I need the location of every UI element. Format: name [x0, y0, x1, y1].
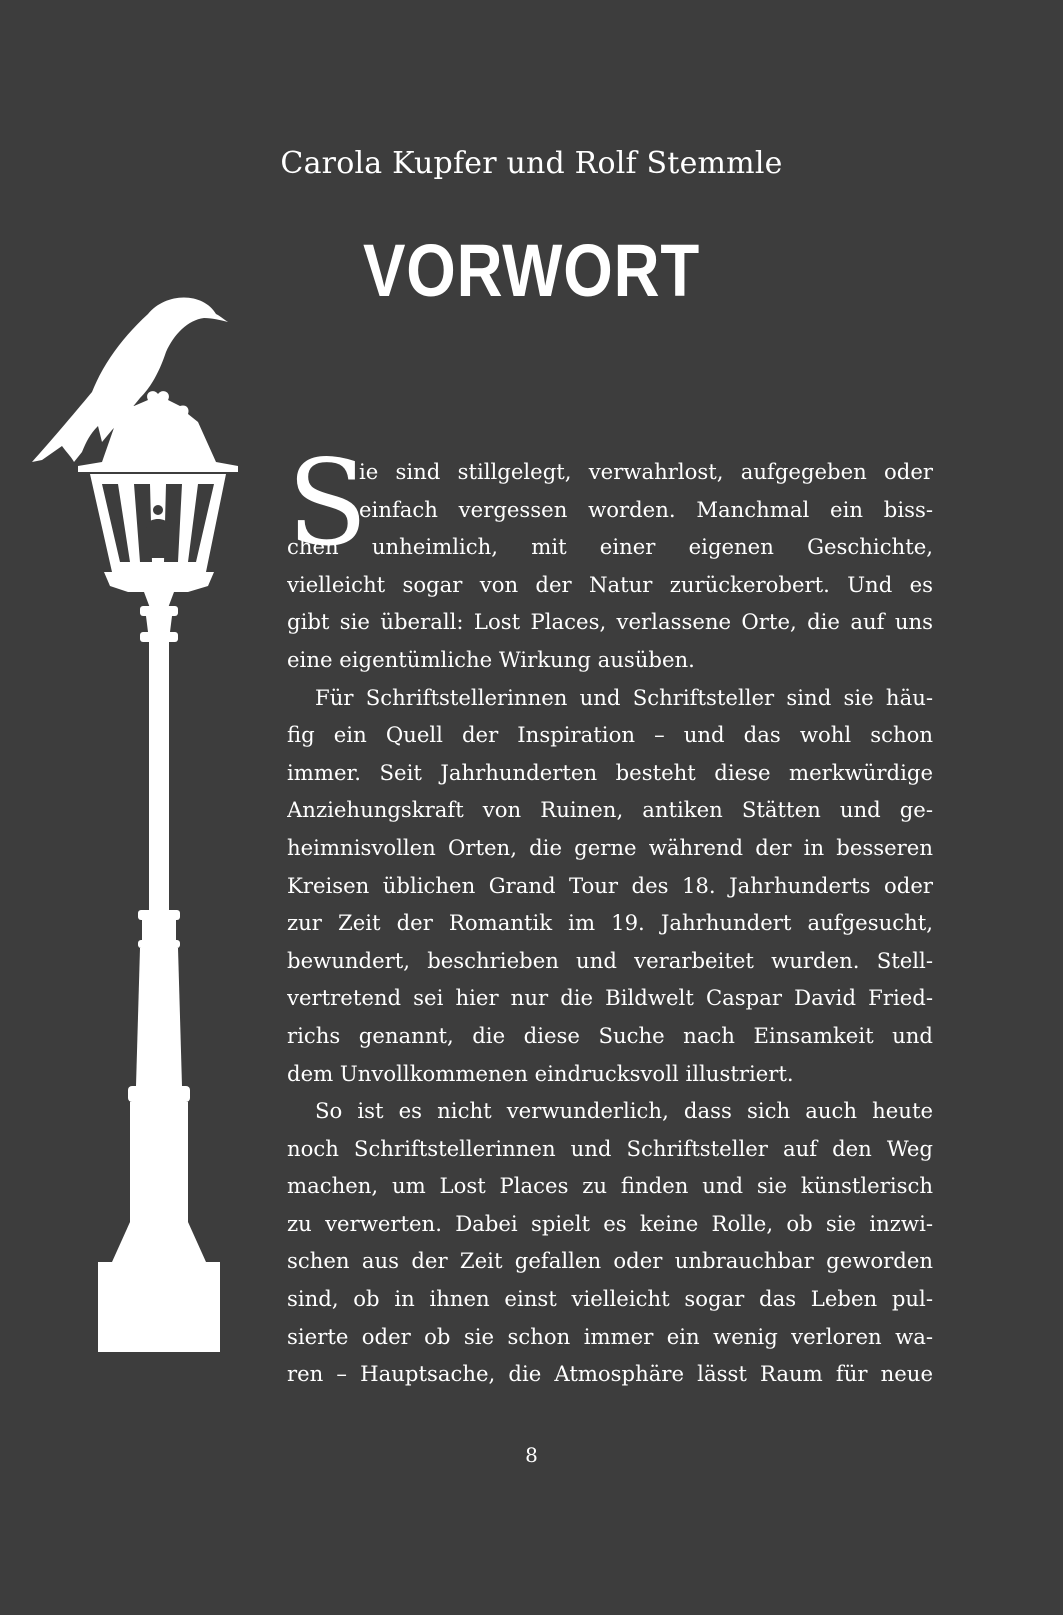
text-line: vielleicht sogar von der Natur zurückerobert. Und es: [287, 571, 933, 597]
text-line: sierte oder ob sie schon immer ein wenig verloren wa-: [287, 1323, 933, 1349]
text-line: immer. Seit Jahrhunderten besteht diese merkwürdige: [287, 759, 933, 785]
author-line: Carola Kupfer und Rolf Stemmle: [280, 146, 783, 181]
post-base-plinth: [98, 1262, 220, 1352]
text-line: sind, ob in ihnen einst vielleicht sogar das Leben pul-: [287, 1286, 933, 1312]
cage-ornament: [153, 505, 163, 515]
text-line: zur Zeit der Romantik im 19. Jahrhundert aufgesucht,: [287, 910, 933, 936]
post-ring-lower: [128, 1086, 190, 1102]
text-line: eine eigentümliche Wirkung ausüben.: [287, 646, 695, 672]
post-base-flare: [112, 1222, 206, 1262]
text-line: einfach vergessen worden. Manchmal ein biss-: [359, 496, 933, 522]
text-line: ren – Hauptsache, die Atmosphäre lässt Raum für neue: [287, 1361, 933, 1387]
post-ring-middle: [138, 910, 180, 920]
text-line: chen unheimlich, mit einer eigenen Geschichte,: [287, 534, 933, 560]
chapter-title: VORWORT: [362, 229, 701, 312]
post-shaft: [149, 642, 169, 910]
body-text: [287, 434, 933, 1393]
text-line: vertretend sei hier nur die Bildwelt Caspar David Fried-: [287, 985, 933, 1011]
page-number: 8: [525, 1443, 538, 1467]
text-line: richs genannt, die diese Suche nach Einsamkeit und: [287, 1022, 933, 1048]
text-line: So ist es nicht verwunderlich, dass sich auch heute: [315, 1098, 933, 1124]
text-line: heimnisvollen Orten, die gerne während der in besseren: [287, 834, 933, 860]
text-line: gibt sie überall: Lost Places, verlassene Orte, die auf uns: [287, 609, 933, 635]
post-middle: [142, 920, 176, 940]
cage-ornament-arch: [146, 519, 170, 558]
lamp-collar: [144, 592, 174, 608]
text-line: ie sind stillgelegt, verwahrlost, aufgegeben oder: [359, 459, 933, 484]
drop-cap: S: [287, 434, 368, 572]
text-line: schen aus der Zeit gefallen oder unbrauchbar geworden: [287, 1248, 933, 1274]
text-line: Anziehungskraft von Ruinen, antiken Stätten und ge-: [287, 797, 933, 823]
lamp-collar-ring: [140, 606, 178, 616]
text-line: Für Schriftstellerinnen und Schriftsteller sind sie häu-: [315, 684, 933, 710]
post-lower: [136, 948, 182, 1086]
text-line: noch Schriftstellerinnen und Schriftsteller auf den Weg: [287, 1135, 933, 1161]
text-line: Kreisen üblichen Grand Tour des 18. Jahrhunderts oder: [287, 872, 933, 898]
text-line: machen, um Lost Places zu finden und sie künstlerisch: [287, 1173, 933, 1199]
post-lower-body: [130, 1102, 188, 1222]
text-line: zu verwerten. Dabei spielt es keine Rolle, ob sie inzwi-: [287, 1210, 933, 1236]
lamp-base-ring: [104, 572, 214, 592]
text-line: dem Unvollkommenen eindrucksvoll illustriert.: [287, 1060, 794, 1086]
post-ring-upper: [140, 632, 178, 642]
raven-on-lamppost-illustration: [28, 296, 248, 1354]
post-upper: [146, 616, 172, 632]
text-line: bewundert, beschrieben und verarbeitet wurden. Stell-: [287, 947, 933, 973]
text-line: fig ein Quell der Inspiration – und das wohl schon: [287, 722, 933, 748]
post-ring-middle-2: [138, 940, 180, 948]
